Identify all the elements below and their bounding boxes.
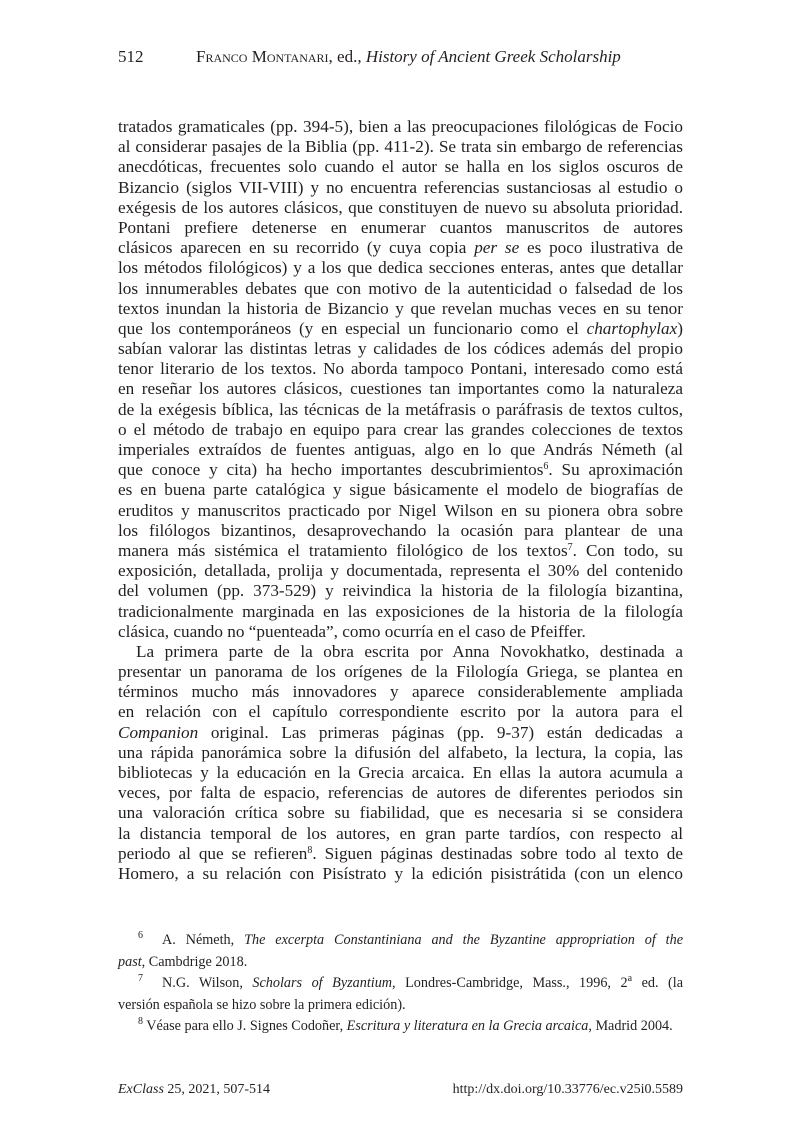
text-run: . Con todo, su [572,540,683,560]
editor-suffix: , ed., [328,47,366,66]
footnote-marker: 7 [138,973,143,984]
text-run: en relación con el capítulo correspondiente escrito por la autora para el [118,702,683,722]
text-run: una valoración crítica sobre su fiabilidad, que es necesaria si se considera [118,803,683,823]
text-run: ed. (la [632,975,684,991]
text-run: de la exégesis bíblica, las técnicas de la metáfrasis o paráfrasis de textos cultos, [118,399,683,419]
journal-citation [118,1082,270,1098]
text-run: versión española se hizo sobre la primera edición). [118,996,406,1013]
paragraph-line [118,157,683,177]
text-run: ) [677,318,683,338]
paragraph-line [118,682,683,702]
doi-link[interactable]: http://dx.doi.org/10.33776/ec.v25i0.5589 [452,1082,683,1097]
text-run: los innumerables debates que con motivo de la autenticidad o falsedad de los [118,278,683,298]
text-run: Homero, a su relación con Pisístrato y la edición pisistrátida (con un elenco [118,863,683,883]
text-run: anecdóticas, frecuentes solo cuando el autor se halla en los siglos oscuros de [118,157,683,177]
footnote-marker: 7 [567,541,573,553]
paragraph-line [118,218,683,238]
paragraph-line [118,319,683,339]
text-run: A. Németh, [143,932,245,948]
text-run: la distancia temporal de los autores, en gran parte tardíos, con respecto al [118,823,683,843]
text-run: clásicos aparecen en su recorrido (y cuya copia [118,238,475,258]
text-run: los métodos filológicos) y a los que dedica secciones enteras, antes que detallar [118,258,683,278]
paragraph-line [118,521,683,541]
text-run: Bizancio (siglos VII-VIII) y no encuentra referencias sustanciosas al estudio o [118,177,683,197]
journal-name: ExClass [118,1082,164,1097]
paragraph-line [118,279,683,299]
paragraph-line [118,622,683,642]
text-run: una rápida panorámica sobre la difusión del alfabeto, la lectura, la copia, las [118,742,683,762]
text-run: bibliotecas y la educación en la Grecia arcaica. En ellas la autora acumula a [118,763,683,782]
footnote-line [118,952,683,974]
paragraph-line [118,702,683,722]
footnote-marker: 8 [138,1016,143,1027]
paragraph-line [118,198,683,218]
paragraph-line [118,783,683,803]
paragraph-line [118,864,683,884]
footnote-marker: a [627,973,633,984]
paragraph-line [118,642,683,662]
text-run: N.G. Wilson, [143,975,253,991]
text-run: que conoce y cita) ha hecho importantes descubrimientos [118,460,544,480]
paragraph-line [118,117,683,137]
paragraph-line [118,178,683,198]
text-run: en reseñar los autores clásicos, cuestiones tan importantes como la naturaleza [118,379,683,399]
text-run: periodo al que se refieren [118,843,308,863]
paragraph-line [118,581,683,601]
paragraph-line [118,299,683,319]
text-run: eruditos y manuscritos practicado por Nigel Wilson en su pionera obra sobre [118,500,683,520]
volume-info: 25, 2021, 507-514 [163,1082,271,1097]
text-run: , Cambdrige 2018. [141,953,248,970]
text-run: exposición, detallada, prolija y documentada, representa el 30% del contenido [118,561,683,581]
paragraph-line [118,359,683,379]
author-name: Franco Montanari [196,47,329,66]
paragraph-line [118,460,683,480]
book-title: History of Ancient Greek Scholarship [365,47,621,66]
footnotes [118,930,683,1038]
text-run: manera más sistémica el tratamiento filológico de los textos [118,540,568,560]
paragraph-line [118,743,683,763]
text-run: sabían valorar las distintas letras y calidades de los códices además del propio [118,339,683,359]
text-run: Véase para ello J. Signes Codoñer, [143,1018,347,1034]
text-run: Pontani prefiere detenerse en enumerar cuantos manuscritos de autores [118,217,683,237]
text-run: tenor literario de los textos. No aborda tampoco Pontani, interesado como está [118,359,683,379]
paragraph-line [118,662,683,682]
footnote-line [118,1016,683,1038]
paragraph-line [118,723,683,743]
paragraph-line [118,238,683,258]
italic-text: per se [474,238,520,258]
paragraph-line [118,379,683,399]
paragraph-line [118,258,683,278]
footnote-marker: 6 [543,461,549,473]
paragraph-line [118,803,683,823]
paragraph-line [118,440,683,460]
text-run: es poco ilustrativa de [519,238,684,258]
text-run: los filólogos bizantinos, desaprovechando la ocasión para plantear de una [118,520,683,540]
text-run: textos inundan la historia de Bizancio y que revelan muchas veces en su tenor [118,298,683,318]
italic-text: Escritura y literatura en la Grecia arcaica [346,1018,589,1034]
italic-text: past [118,953,142,970]
text-run: presentar un panorama de los orígenes de la Filología Griega, se plantea en [118,662,683,682]
paragraph-line [118,561,683,581]
footnote-line [118,930,683,952]
text-run: , Madrid 2004. [588,1018,673,1034]
text-run: que los contemporáneos (y en especial un funcionario como el [118,318,587,338]
italic-text: Companion [118,722,199,742]
text-run: es en buena parte catalógica y sigue básicamente el modelo de biografías de [118,480,683,500]
paragraph-line [118,137,683,157]
body-text [118,117,683,884]
paragraph-line [118,501,683,521]
paragraph-line [118,541,683,561]
text-run: clásica, cuando no “puenteada”, como ocurría en el caso de Pfeiffer. [118,621,586,641]
running-title [196,47,621,67]
footnote-line [118,973,683,995]
text-run: . Su aproximación [548,460,683,480]
text-run: del volumen (pp. 373-529) y reivindica la historia de la filología bizantina, [118,581,683,601]
paragraph-line [118,824,683,844]
paragraph-line [118,763,683,783]
text-run: exégesis de los autores clásicos, que constituyen de nuevo su absoluta prioridad. [118,197,683,217]
paragraph-line [118,480,683,500]
italic-text: chartophylax [586,318,678,338]
text-run: al considerar pasajes de la Biblia (pp. 411-2). Se trata sin embargo de referencias [118,137,683,157]
footnote-marker: 8 [307,844,313,856]
italic-text: Scholars of Byzantium, [252,975,396,991]
text-run: tradicionalmente marginada en las exposiciones de la historia de la filología [118,601,683,621]
text-run: original. Las primeras páginas (pp. 9-37) están dedicadas a [198,722,683,742]
paragraph-line [118,400,683,420]
footnote-line [118,995,683,1017]
text-run: Londres-Cambridge, Mass., 1996, 2 [395,975,628,991]
text-run: . Siguen páginas destinadas sobre todo al texto de [312,843,683,863]
text-run: imperiales extraídos de fuentes antiguas, algo en lo que András Németh (al [118,440,683,459]
text-run: o el método de trabajo en equipo para crear las grandes colecciones de textos [118,419,683,439]
text-run: veces, por falta de espacio, referencias de autores de diferentes periodos sin [118,783,683,803]
text-run: términos mucho más innovadores y aparece considerablemente ampliada [118,682,683,702]
paragraph-line [118,844,683,864]
text-run: La primera parte de la obra escrita por Anna Novokhatko, destinada a [136,641,683,661]
text-run: tratados gramaticales (pp. 394-5), bien a las preocupaciones filológicas de Focio [118,117,683,136]
italic-text: The excerpta Constantiniana and the Byzantine appropriation of the [244,932,684,948]
footnote-marker: 6 [138,930,143,941]
page-number: 512 [118,47,144,66]
paragraph-line [118,339,683,359]
paragraph-line [118,420,683,440]
paragraph-line [118,602,683,622]
